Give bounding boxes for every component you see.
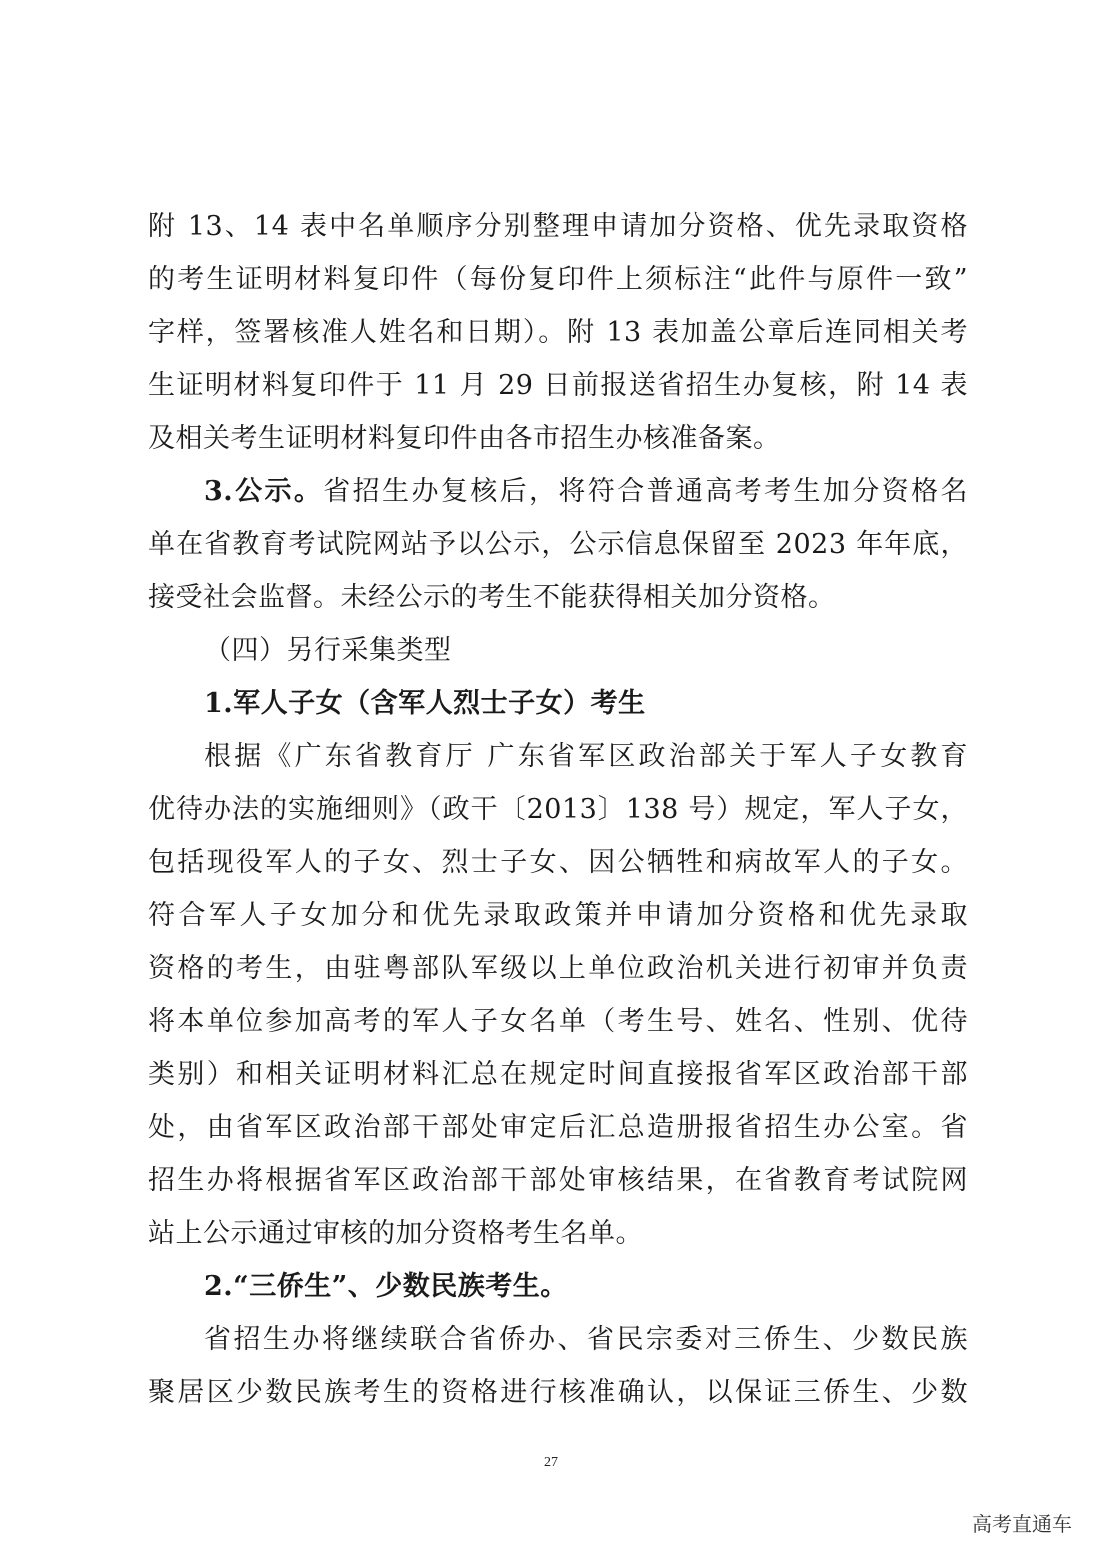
paragraph-line: 将本单位参加高考的军人子女名单（考生号、姓名、性别、优待 bbox=[148, 1006, 968, 1037]
paragraph-line: 包括现役军人的子女、烈士子女、因公牺牲和病故军人的子女。 bbox=[148, 847, 968, 878]
paragraph-line: 根据《广东省教育厅 广东省军区政治部关于军人子女教育 bbox=[204, 741, 968, 772]
watermark-label: 高考直通车 bbox=[972, 1512, 1072, 1536]
paragraph-line: 的考生证明材料复印件（每份复印件上须标注“此件与原件一致” bbox=[148, 264, 968, 295]
paragraph-line: 单在省教育考试院网站予以公示，公示信息保留至 2023 年年底， bbox=[148, 529, 968, 560]
paragraph-line: 资格的考生，由驻粤部队军级以上单位政治机关进行初审并负责 bbox=[148, 953, 968, 984]
paragraph-line: 处，由省军区政治部干部处审定后汇总造册报省招生办公室。省 bbox=[148, 1112, 968, 1143]
section-heading: （四）另行采集类型 bbox=[204, 635, 452, 666]
paragraph-line bbox=[148, 465, 968, 518]
paragraph-line: 符合军人子女加分和优先录取政策并申请加分资格和优先录取 bbox=[148, 900, 968, 931]
paragraph-line: 附 13、14 表中名单顺序分别整理申请加分资格、优先录取资格 bbox=[148, 211, 968, 242]
page-number: 27 bbox=[544, 1455, 558, 1470]
paragraph-line: 优待办法的实施细则》（政干〔2013〕138 号）规定，军人子女， bbox=[148, 794, 968, 825]
paragraph-line: 字样，签署核准人姓名和日期）。附 13 表加盖公章后连同相关考 bbox=[148, 317, 968, 348]
paragraph-line: 生证明材料复印件于 11 月 29 日前报送省招生办复核，附 14 表 bbox=[148, 370, 968, 401]
subheading-military-children: 1.军人子女（含军人烈士子女）考生 bbox=[204, 688, 646, 719]
paragraph-line: 接受社会监督。未经公示的考生不能获得相关加分资格。 bbox=[148, 582, 836, 613]
paragraph-line: 省招生办将继续联合省侨办、省民宗委对三侨生、少数民族 bbox=[204, 1324, 968, 1355]
paragraph-line: 及相关考生证明材料复印件由各市招生办核准备案。 bbox=[148, 423, 781, 454]
publicity-heading: 3.公示。 bbox=[204, 476, 324, 507]
subheading-overseas-minority: 2.“三侨生”、少数民族考生。 bbox=[204, 1271, 568, 1302]
paragraph-line: 聚居区少数民族考生的资格进行核准确认，以保证三侨生、少数 bbox=[148, 1377, 968, 1408]
paragraph-line: 类别）和相关证明材料汇总在规定时间直接报省军区政治部干部 bbox=[148, 1059, 968, 1090]
paragraph-line: 招生办将根据省军区政治部干部处审核结果，在省教育考试院网 bbox=[148, 1165, 968, 1196]
paragraph-line: 站上公示通过审核的加分资格考生名单。 bbox=[148, 1218, 643, 1249]
document-body bbox=[148, 200, 968, 1419]
paragraph-text: 省招生办复核后，将符合普通高考考生加分资格名 bbox=[323, 476, 969, 507]
